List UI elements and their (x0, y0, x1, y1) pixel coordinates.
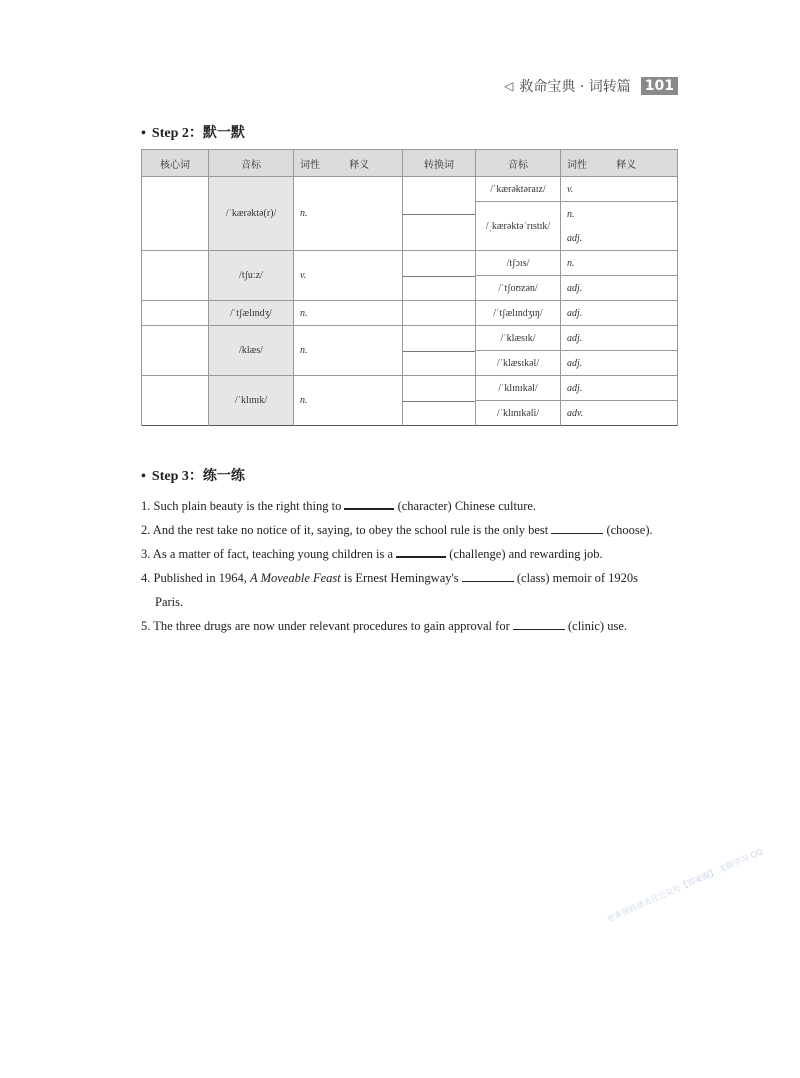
divider-line (403, 351, 475, 352)
step3-heading (141, 465, 245, 485)
triangle-left-icon: ◁ (504, 79, 514, 93)
exercise-text: 2. And the rest take no notice of it, saying, to obey the school rule is the only best (141, 523, 549, 537)
phonetic-cell: /tʃuːz/ (209, 251, 294, 301)
page-header (504, 76, 678, 96)
step3-title: 练一练 (202, 468, 245, 484)
core-word-cell (142, 251, 209, 301)
pos-cell: n. (294, 326, 403, 376)
core-word-cell (142, 301, 209, 326)
convert-cell (403, 326, 476, 376)
convert-cell (403, 251, 476, 301)
table-row (142, 251, 678, 276)
step2-label: Step 2： (151, 126, 203, 141)
sub-phonetic-cell: /ˈklæsɪkəl/ (476, 351, 561, 376)
sub-phonetic-cell: /ˈtʃælɪndʒɪŋ/ (476, 301, 561, 326)
th-pos2: 词性 (567, 159, 587, 171)
divider-line (403, 276, 475, 277)
core-word-cell (142, 177, 209, 251)
sub-pos-cell: adj. (561, 351, 678, 376)
answer-blank[interactable] (462, 581, 514, 582)
sub-pos-cell: adv. (561, 401, 678, 426)
sub-pos-cell: adj. (561, 326, 678, 351)
page-number: 101 (641, 77, 678, 95)
convert-cell (403, 177, 476, 251)
sub-pos-cell: v. (561, 177, 678, 202)
answer-blank[interactable] (396, 556, 446, 558)
exercise-text: 4. Published in 1964, (141, 571, 247, 585)
th-pos-meaning2 (561, 150, 678, 177)
sub-phonetic-cell: /ˈklɪnɪkəl/ (476, 376, 561, 401)
phonetic-cell: /ˈtʃælɪndʒ/ (209, 301, 294, 326)
bullet-icon: • (141, 469, 146, 484)
book-title: A Moveable Feast (250, 571, 341, 585)
table-row (142, 177, 678, 202)
exercise-text: (challenge) and rewarding job. (449, 547, 603, 561)
exercise-text: (character) Chinese culture. (397, 499, 537, 513)
vocabulary-table (141, 149, 678, 426)
divider-line (403, 214, 475, 215)
pos-cell: v. (294, 251, 403, 301)
table-row (142, 301, 678, 326)
pos-cell: n. (294, 301, 403, 326)
phonetic-cell: /klæs/ (209, 326, 294, 376)
step2-title: 默一默 (202, 125, 245, 141)
exercise-text: (choose). (606, 523, 653, 537)
sub-pos-cell: adj. (561, 301, 678, 326)
answer-blank[interactable] (513, 629, 565, 630)
sub-phonetic-cell: /ˈklɪnɪkəli/ (476, 401, 561, 426)
step2-heading (141, 122, 245, 142)
sub-phonetic-cell: /ˈtʃoʊzən/ (476, 276, 561, 301)
convert-cell (403, 301, 476, 326)
exercise-list (141, 494, 681, 638)
th-meaning2: 释义 (616, 159, 637, 171)
th-pos: 词性 (300, 159, 320, 171)
exercise-text: 1. Such plain beauty is the right thing to (141, 499, 342, 513)
table-row (142, 326, 678, 351)
core-word-cell (142, 376, 209, 426)
th-meaning: 释义 (349, 159, 370, 171)
convert-cell (403, 376, 476, 426)
exercise-item (141, 566, 681, 590)
sub-phonetic-cell: /ˌkærəktəˈrɪstɪk/ (476, 202, 561, 251)
sub-pos-cell: n. (561, 251, 678, 276)
th-convert: 转换词 (403, 150, 476, 177)
core-word-cell (142, 326, 209, 376)
pos-cell: n. (294, 177, 403, 251)
sub-phonetic-cell: /tʃɔɪs/ (476, 251, 561, 276)
exercise-item (141, 614, 681, 638)
th-pos-meaning (294, 150, 403, 177)
phonetic-cell: /ˈklɪnɪk/ (209, 376, 294, 426)
exercise-text: (class) memoir of 1920s (516, 571, 639, 585)
sub-phonetic-cell: /ˈkærəktəraɪz/ (476, 177, 561, 202)
divider-line (403, 401, 475, 402)
exercise-item (141, 518, 681, 542)
sub-pos-cell: adj. (561, 376, 678, 401)
exercise-text: 3. As a matter of fact, teaching young children is a (141, 547, 394, 561)
th-core: 核心词 (142, 150, 209, 177)
exercise-text: (clinic) use. (567, 619, 627, 633)
sub-pos-cell: n. (561, 202, 678, 227)
answer-blank[interactable] (551, 533, 603, 534)
table-row (142, 376, 678, 401)
watermark: 更多资料请关注公众号【答案圈】 无限学习 QQ (605, 846, 765, 925)
th-phon: 音标 (209, 150, 294, 177)
exercise-continuation: Paris. (155, 595, 184, 609)
step3-label: Step 3： (151, 469, 203, 484)
exercise-text: 5. The three drugs are now under relevant procedures to gain approval for (141, 619, 510, 633)
phonetic-cell: /ˈkærəktə(r)/ (209, 177, 294, 251)
table-header-row (142, 150, 678, 177)
th-phon2: 音标 (476, 150, 561, 177)
header-title: 救命宝典 · 词转篇 (519, 79, 631, 95)
sub-pos-cell: adj. (561, 276, 678, 301)
bullet-icon: • (141, 126, 146, 141)
pos-cell: n. (294, 376, 403, 426)
answer-blank[interactable] (344, 508, 394, 510)
exercise-text: is Ernest Hemingway's (343, 571, 459, 585)
sub-pos-cell: adj. (561, 226, 678, 251)
exercise-item (141, 542, 681, 566)
exercise-item (141, 494, 681, 518)
sub-phonetic-cell: /ˈklæsɪk/ (476, 326, 561, 351)
